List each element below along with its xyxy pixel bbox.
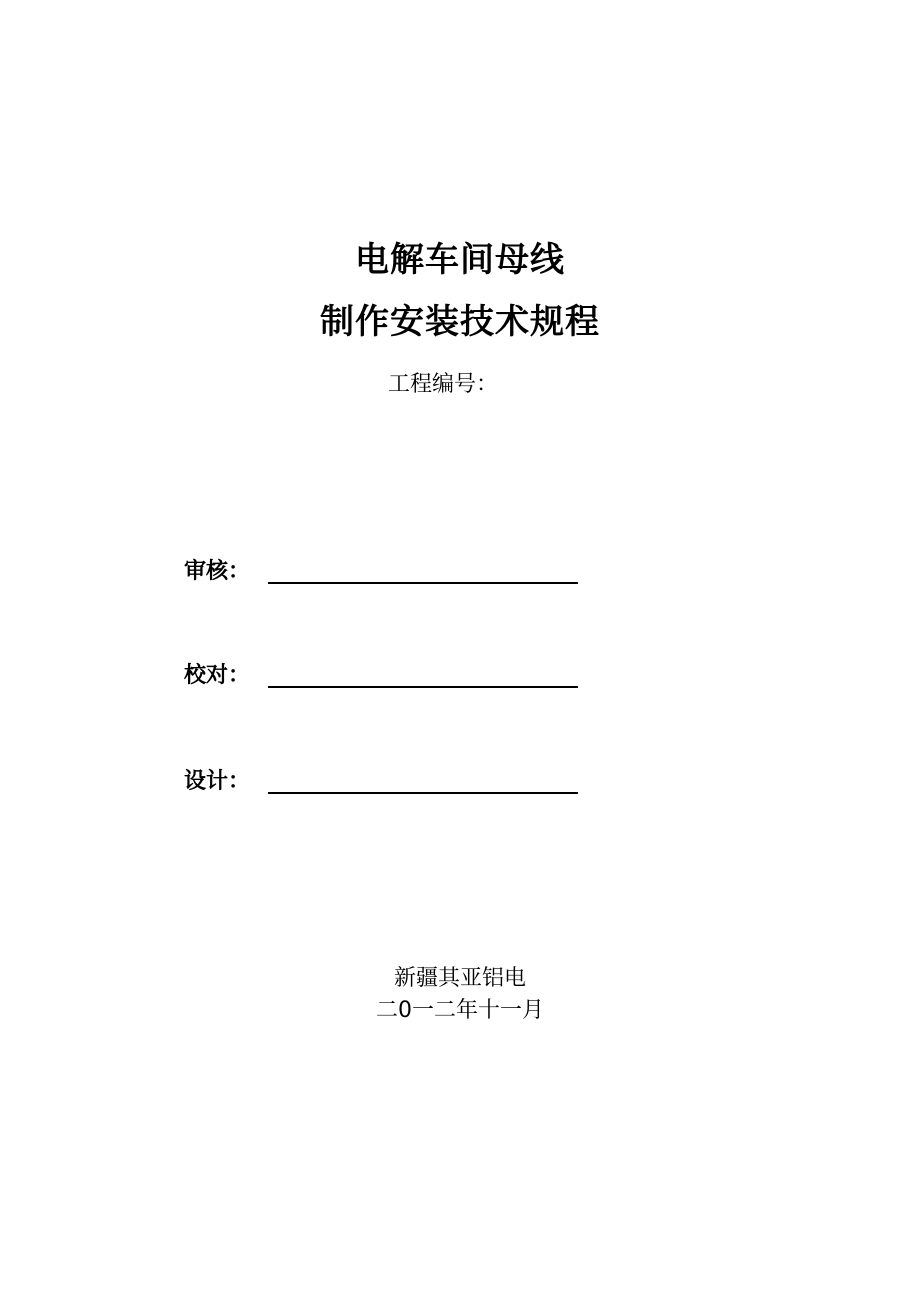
proof-signature-row	[184, 660, 584, 694]
review-label: 审核：	[184, 559, 251, 584]
company-name: 新疆其亚铝电	[393, 966, 526, 991]
design-label: 设计：	[184, 769, 251, 794]
proof-signature-line	[268, 686, 578, 688]
proof-label: 校对：	[184, 663, 251, 688]
review-signature-row	[184, 556, 584, 590]
document-title-line-2: 制作安装技术规程	[320, 302, 600, 342]
review-signature-line	[268, 582, 578, 584]
design-signature-line	[268, 792, 578, 794]
project-number-label: 工程编号：	[388, 372, 499, 397]
design-signature-row	[184, 766, 584, 800]
document-title-line-1: 电解车间母线	[355, 240, 565, 280]
document-date: 二0一二年十一月	[376, 998, 544, 1023]
